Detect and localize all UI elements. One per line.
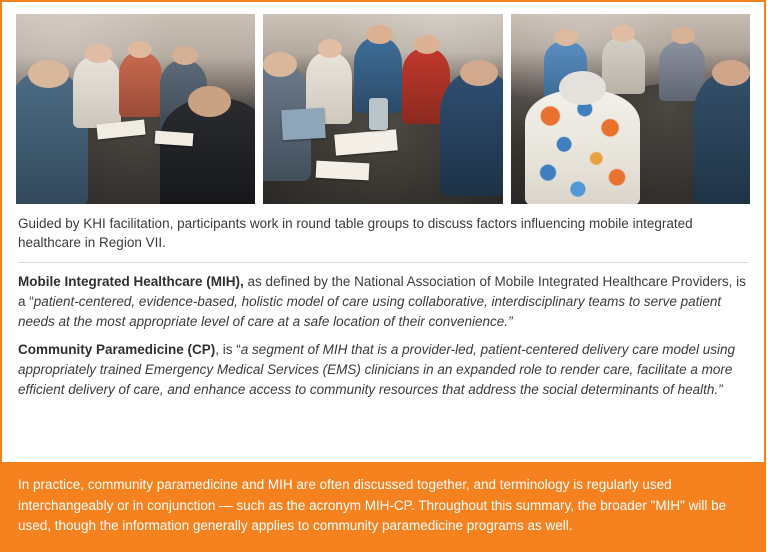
definition-lead-mih: as defined by the National Association of Mobile Integrated Healthcare Providers, is a “ [18, 274, 746, 310]
person-figure [440, 71, 502, 196]
definition-mih [18, 272, 748, 331]
roundtable-photo-3 [511, 14, 750, 204]
definitions-block [2, 263, 764, 399]
definition-close-cp: ” [718, 381, 723, 397]
definition-quote-mih: patient-centered, evidence-based, holistic model of care using collaborative, interdisciplinary teams to serve patient needs at the most appropriate level of care at a safe location of their convenience. [18, 294, 722, 329]
person-head [128, 41, 152, 58]
person-head [366, 25, 392, 44]
person-figure [525, 90, 640, 204]
laptop-screen [282, 108, 327, 141]
definition-term-mih: Mobile Integrated Healthcare (MIH), [18, 274, 244, 290]
definition-quote-cp: a segment of MIH that is a provider-led, patient-centered delivery care model using appropriately trained Emergency Medical Services (EMS) clinicians in an expanded role to render care, facilitate a more efficient delivery of care, and enhance access to community resources that address the social determinants of health. [18, 342, 736, 397]
definition-close-mih: ” [508, 313, 513, 329]
person-figure [119, 52, 162, 117]
highlight-callout [2, 462, 764, 550]
person-figure [73, 56, 121, 128]
roundtable-photo-2 [263, 14, 502, 204]
person-head [318, 39, 342, 58]
water-pitcher [369, 98, 388, 130]
paper-sheet [316, 161, 369, 181]
highlight-text: In practice, community paramedicine and MIH are often discussed together, and terminology is regularly used interchangeably or in conjunction — such as the acronym MIH-CP. Throughout this summary, the broader "MIH" will be used, though the information generally applies to community paramedicine programs as well. [18, 477, 727, 533]
person-head [554, 29, 578, 46]
definition-lead-cp: , is “ [215, 342, 241, 358]
person-head [263, 52, 297, 77]
person-head [414, 35, 440, 54]
roundtable-photo-1 [16, 14, 255, 204]
person-figure [602, 37, 645, 94]
person-head [460, 60, 498, 87]
person-head [712, 60, 750, 87]
person-figure [693, 71, 750, 204]
person-head [172, 46, 198, 65]
photo-caption: Guided by KHI facilitation, participants work in round table groups to discuss factors influencing mobile integrated healthcare in Region VII. [18, 216, 693, 251]
definition-term-cp: Community Paramedicine (CP) [18, 342, 216, 358]
paper-sheet [154, 130, 193, 146]
photo-gallery [2, 2, 764, 204]
person-head [188, 86, 231, 116]
person-head [28, 60, 69, 89]
definition-cp [18, 340, 748, 399]
